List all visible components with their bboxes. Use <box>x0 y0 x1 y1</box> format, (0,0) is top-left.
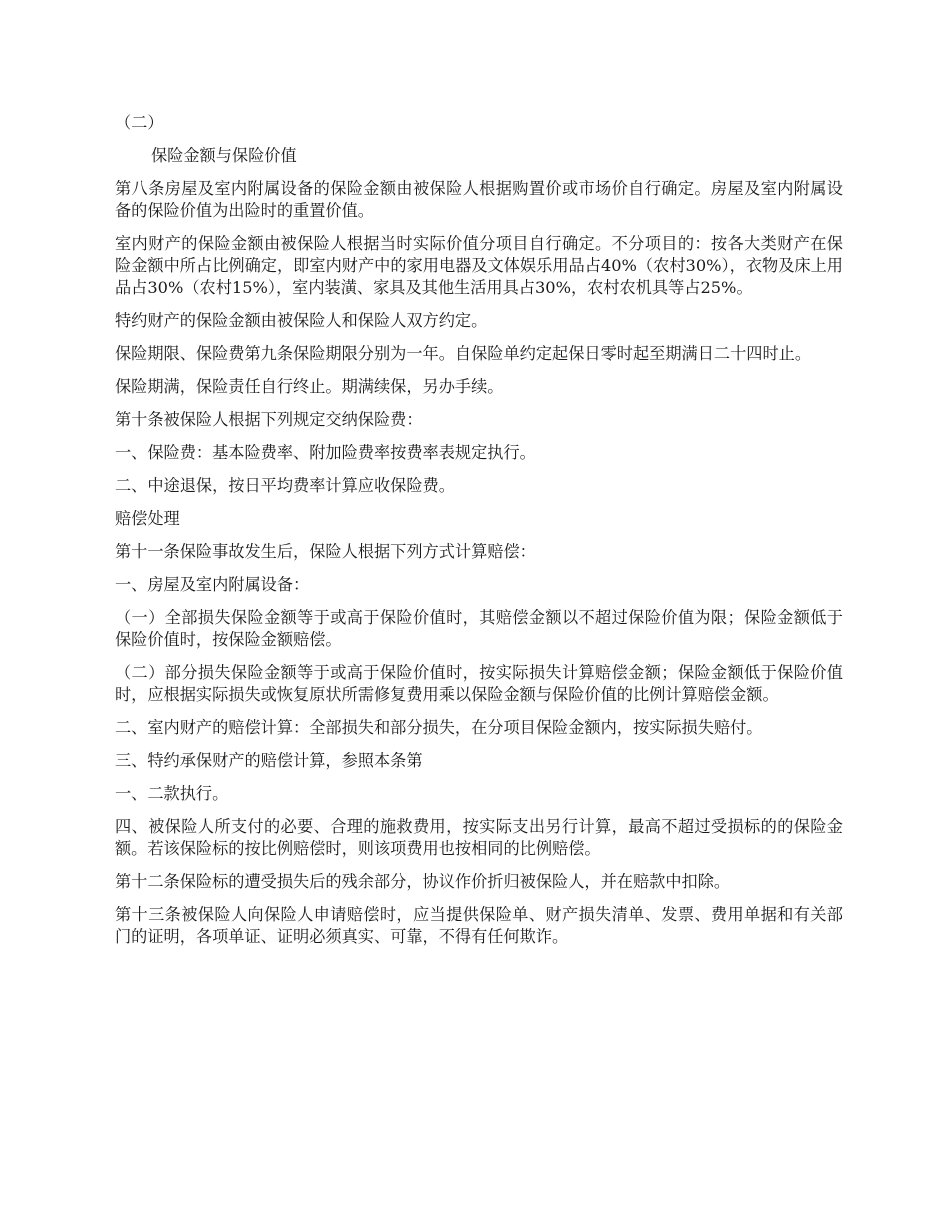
paragraph-premium-rate: 一、保险费：基本险费率、附加险费率按费率表规定执行。 <box>115 443 536 462</box>
subheading-claims: 赔偿处理 <box>115 509 180 528</box>
paragraph-housing: 一、房屋及室内附属设备： <box>115 575 310 594</box>
paragraph-clauses: 一、二款执行。 <box>115 784 229 803</box>
paragraph-article-10: 第十条被保险人根据下列规定交纳保险费： <box>115 410 423 429</box>
paragraph-total-loss: （一）全部损失保险金额等于或高于保险价值时，其赔偿金额以不超过保险价值为限；保险金额低于保险价值时，按保险金额赔偿。 <box>115 608 843 649</box>
paragraph-special-property: 特约财产的保险金额由被保险人和保险人双方约定。 <box>115 311 488 330</box>
paragraph-indoor-claims: 二、室内财产的赔偿计算：全部损失和部分损失，在分项目保险金额内，按实际损失赔付。 <box>115 718 763 737</box>
document-body <box>115 112 843 959</box>
paragraph-article-13: 第十三条被保险人向保险人申请赔偿时，应当提供保险单、财产损失清单、发票、费用单据和有关部门的证明，各项单证、证明必须真实、可靠，不得有任何欺诈。 <box>115 905 843 946</box>
paragraph-partial-loss: （二）部分损失保险金额等于或高于保险价值时，按实际损失计算赔偿金额；保险金额低于保险价值时，应根据实际损失或恢复原状所需修复费用乘以保险金额与保险价值的比例计算赔偿金额。 <box>115 663 843 704</box>
paragraph-special-claims: 三、特约承保财产的赔偿计算，参照本条第 <box>115 751 423 770</box>
section-heading: 保险金额与保险价值 <box>151 146 297 165</box>
paragraph-article-8: 第八条房屋及室内附属设备的保险金额由被保险人根据购置价或市场价自行确定。房屋及室内附属设备的保险价值为出险时的重置价值。 <box>115 179 843 220</box>
paragraph-article-9: 保险期限、保险费第九条保险期限分别为一年。自保险单约定起保日零时起至期满日二十四时止。 <box>115 344 812 363</box>
paragraph-indoor-property: 室内财产的保险金额由被保险人根据当时实际价值分项目自行确定。不分项目的：按各大类财产在保险金额中所占比例确定，即室内财产中的家用电器及文体娱乐用品占40%（农村30%），衣物及床上用品占30%（农村15%），室内装潢、家具及其他生活用具占30%，农村农机具等占25%。 <box>115 234 843 297</box>
paragraph-rescue-costs: 四、被保险人所支付的必要、合理的施救费用，按实际支出另行计算，最高不超过受损标的的保险金额。若该保险标的按比例赔偿时，则该项费用也按相同的比例赔偿。 <box>115 817 843 858</box>
paragraph-article-12: 第十二条保险标的遭受损失后的残余部分，协议作价折归被保险人，并在赔款中扣除。 <box>115 872 731 891</box>
section-number: （二） <box>115 113 164 132</box>
paragraph-cancellation: 二、中途退保，按日平均费率计算应收保险费。 <box>115 476 455 495</box>
paragraph-article-11: 第十一条保险事故发生后，保险人根据下列方式计算赔偿： <box>115 542 536 561</box>
paragraph-expiry: 保险期满，保险责任自行终止。期满续保，另办手续。 <box>115 377 504 396</box>
